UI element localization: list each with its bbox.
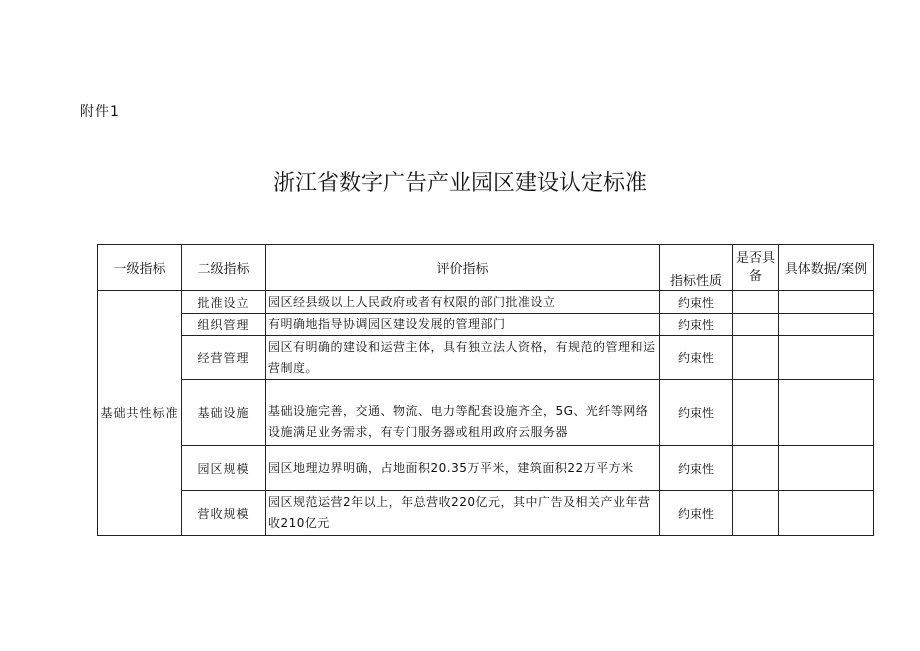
criterion-cell: 园区经县级以上人民政府或者有权限的部门批准设立 xyxy=(266,291,660,314)
attachment-label: 附件1 xyxy=(80,104,120,120)
has-cell[interactable] xyxy=(733,314,779,336)
header-has-line1: 是否具 xyxy=(735,250,775,266)
has-cell[interactable] xyxy=(733,491,779,536)
level2-cell: 经营管理 xyxy=(182,336,266,380)
nature-cell: 约束性 xyxy=(660,291,733,314)
header-has xyxy=(733,245,779,291)
data-cell[interactable] xyxy=(779,446,874,491)
level2-cell: 组织管理 xyxy=(182,314,266,336)
level2-cell: 园区规模 xyxy=(182,446,266,491)
level2-cell: 批准设立 xyxy=(182,291,266,314)
table-row xyxy=(98,336,874,380)
has-cell[interactable] xyxy=(733,446,779,491)
data-cell[interactable] xyxy=(779,491,874,536)
data-cell[interactable] xyxy=(779,380,874,446)
criterion-cell: 园区规范运营2年以上，年总营收220亿元，其中广告及相关产业年营收210亿元 xyxy=(266,491,660,536)
table-row xyxy=(98,446,874,491)
criterion-cell: 有明确地指导协调园区建设发展的管理部门 xyxy=(266,314,660,336)
has-cell[interactable] xyxy=(733,380,779,446)
standards-table xyxy=(97,244,874,536)
table-row xyxy=(98,314,874,336)
data-cell[interactable] xyxy=(779,336,874,380)
header-has-line2: 备 xyxy=(748,268,762,284)
data-cell[interactable] xyxy=(779,291,874,314)
nature-cell: 约束性 xyxy=(660,314,733,336)
nature-cell: 约束性 xyxy=(660,446,733,491)
has-cell[interactable] xyxy=(733,336,779,380)
table-row xyxy=(98,380,874,446)
table-row xyxy=(98,491,874,536)
nature-cell: 约束性 xyxy=(660,336,733,380)
level1-cell: 基础共性标准 xyxy=(98,291,182,536)
criterion-cell: 园区地理边界明确，占地面积20.35万平米，建筑面积22万平方米 xyxy=(266,446,660,491)
header-level1: 一级指标 xyxy=(98,245,182,291)
has-cell[interactable] xyxy=(733,291,779,314)
header-data: 具体数据/案例 xyxy=(779,245,874,291)
nature-cell: 约束性 xyxy=(660,491,733,536)
document-title: 浙江省数字广告产业园区建设认定标准 xyxy=(272,171,647,196)
level2-cell: 营收规模 xyxy=(182,491,266,536)
table-header-row xyxy=(98,245,874,291)
table-row xyxy=(98,291,874,314)
header-criterion: 评价指标 xyxy=(266,245,660,291)
header-level2: 二级指标 xyxy=(182,245,266,291)
criterion-cell: 园区有明确的建设和运营主体，具有独立法人资格，有规范的管理和运营制度。 xyxy=(266,336,660,380)
data-cell[interactable] xyxy=(779,314,874,336)
header-nature: 指标性质 xyxy=(660,245,733,291)
level2-cell: 基础设施 xyxy=(182,380,266,446)
criterion-cell: 基础设施完善，交通、物流、电力等配套设施齐全，5G、光纤等网络设施满足业务需求，有专门服务器或租用政府云服务器 xyxy=(266,380,660,446)
nature-cell: 约束性 xyxy=(660,380,733,446)
